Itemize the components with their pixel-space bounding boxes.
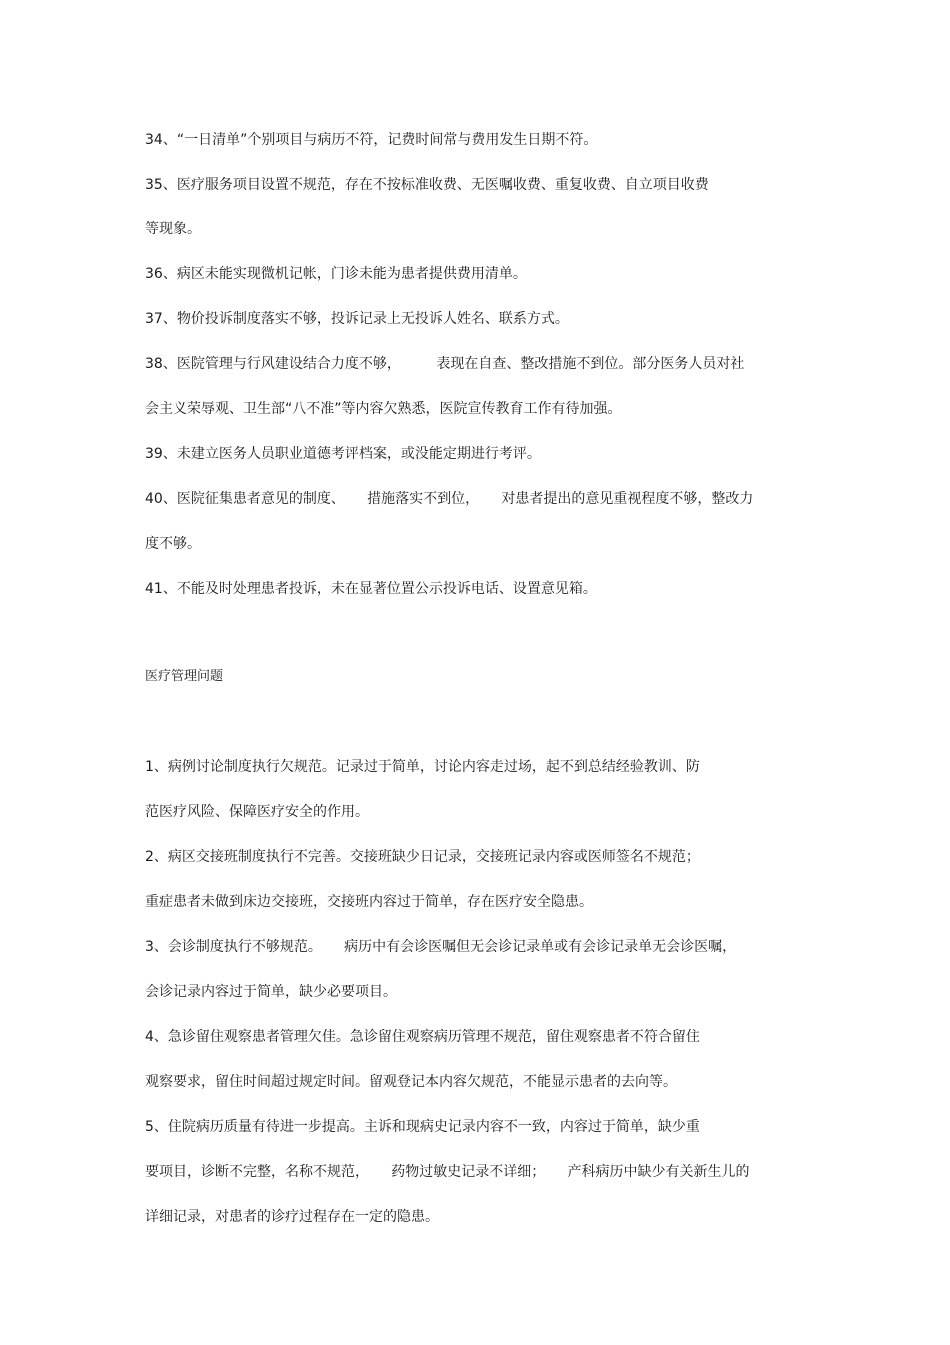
item-41-line-1: 41、不能及时处理患者投诉，未在显著位置公示投诉电话、设置意见箱。	[145, 581, 597, 597]
item-37-line-1: 37、物价投诉制度落实不够，投诉记录上无投诉人姓名、联系方式。	[145, 311, 569, 327]
item-1-line-2: 范医疗风险、保障医疗安全的作用。	[145, 804, 369, 820]
item-4-line-2: 观察要求，留住时间超过规定时间。留观登记本内容欠规范，不能显示患者的去向等。	[145, 1074, 677, 1090]
item-1-line-1: 1、病例讨论制度执行欠规范。记录过于简单，讨论内容走过场，起不到总结经验教训、防	[145, 759, 700, 775]
item-2-line-1: 2、病区交接班制度执行不完善。交接班缺少日记录，交接班记录内容或医师签名不规范；	[145, 849, 700, 865]
item-3-line-2: 会诊记录内容过于简单，缺少必要项目。	[145, 984, 397, 1000]
item-5-line-2: 要项目，诊断不完整，名称不规范， 药物过敏史记录不详细； 产科病历中缺少有关新生儿的	[145, 1164, 750, 1180]
item-5-line-3: 详细记录，对患者的诊疗过程存在一定的隐患。	[145, 1209, 439, 1225]
item-2-line-2: 重症患者未做到床边交接班，交接班内容过于简单，存在医疗安全隐患。	[145, 894, 593, 910]
item-40-line-1: 40、医院征集患者意见的制度、 措施落实不到位， 对患者提出的意见重视程度不够，整改力	[145, 491, 754, 507]
item-38-line-2: 会主义荣辱观、卫生部“八不准”等内容欠熟悉，医院宣传教育工作有待加强。	[145, 401, 622, 417]
section-title: 医疗管理问题	[145, 669, 224, 684]
item-35-line-2: 等现象。	[145, 221, 201, 237]
item-3-line-1: 3、会诊制度执行不够规范。 病历中有会诊医嘱但无会诊记录单或有会诊记录单无会诊医嘱，	[145, 939, 737, 955]
item-36-line-1: 36、病区未能实现微机记帐，门诊未能为患者提供费用清单。	[145, 266, 527, 282]
item-40-line-2: 度不够。	[145, 536, 201, 552]
item-4-line-1: 4、急诊留住观察患者管理欠佳。急诊留住观察病历管理不规范，留住观察患者不符合留住	[145, 1029, 700, 1045]
item-34-line-1: 34、“一日清单”个别项目与病历不符，记费时间常与费用发生日期不符。	[145, 132, 598, 148]
item-39-line-1: 39、未建立医务人员职业道德考评档案，或没能定期进行考评。	[145, 446, 541, 462]
item-38-line-1: 38、医院管理与行风建设结合力度不够， 表现在自查、整改措施不到位。部分医务人员对社	[145, 356, 745, 372]
item-35-line-1: 35、医疗服务项目设置不规范，存在不按标准收费、无医嘱收费、重复收费、自立项目收费	[145, 177, 709, 193]
item-5-line-1: 5、住院病历质量有待进一步提高。主诉和现病史记录内容不一致，内容过于简单，缺少重	[145, 1119, 700, 1135]
